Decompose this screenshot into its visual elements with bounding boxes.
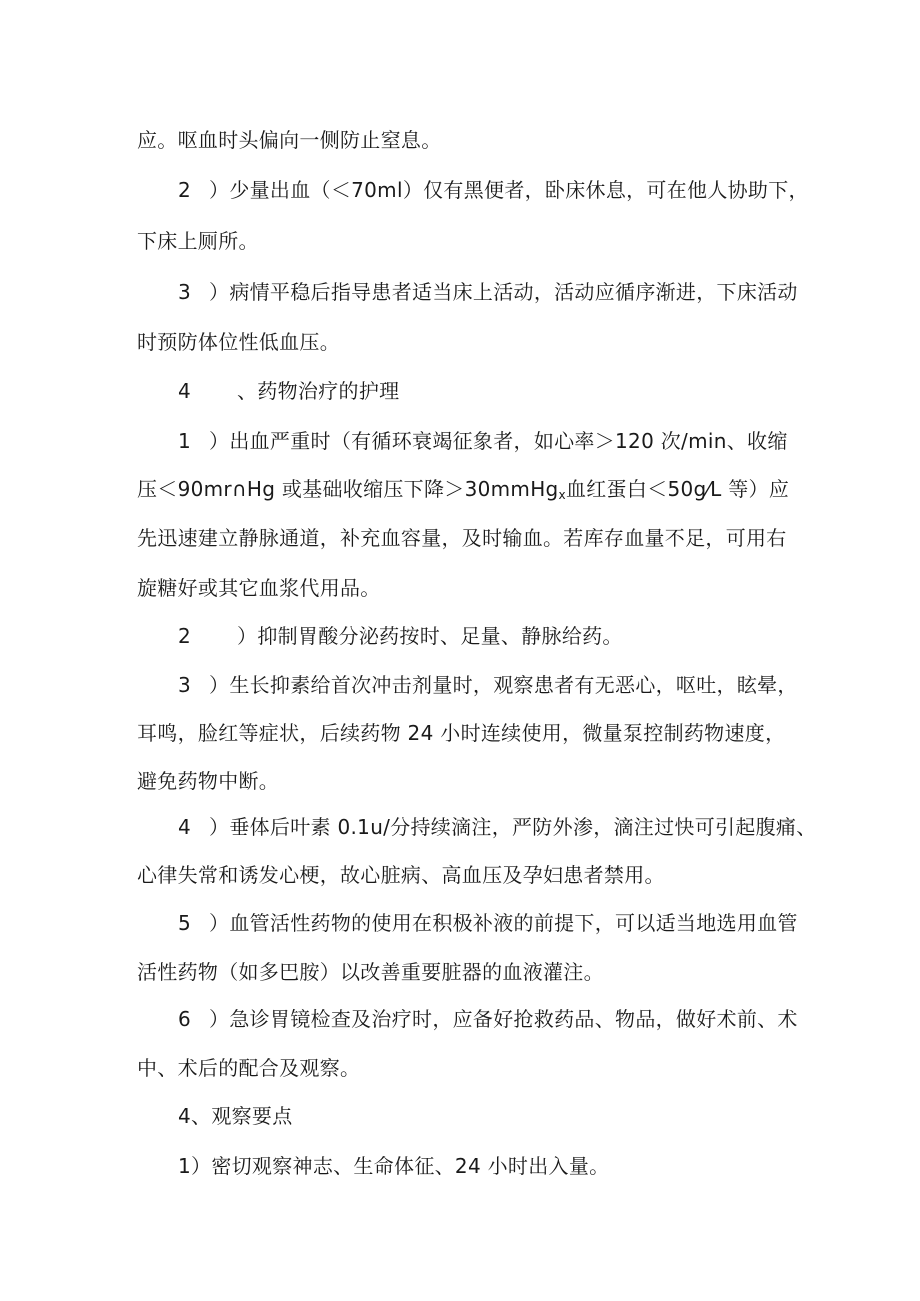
list-item	[178, 280, 798, 304]
line-text: 避免药物中断。	[137, 769, 280, 793]
item-number: 4	[178, 815, 192, 839]
item-number: 2	[178, 178, 192, 202]
line-text: 4、观察要点	[178, 1104, 293, 1128]
text-line	[137, 128, 442, 152]
line-text: ）少量出血（＜70ml）仅有黑便者，卧床休息，可在他人协助下，	[209, 178, 809, 202]
line-text: ）垂体后叶素 0.1u/分持续滴注，严防外渗，滴注过快可引起腹痛、	[209, 815, 817, 839]
line-text: ）出血严重时（有循环衰竭征象者，如心率＞120 次/min、收缩	[209, 429, 788, 453]
item-number: 3	[178, 280, 192, 304]
line-text: 先迅速建立静脉通道，补充血容量，及时输血。若库存血量不足，可用右	[137, 526, 787, 550]
text-line	[137, 526, 787, 550]
line-text: 时预防体位性低血压。	[137, 330, 340, 354]
line-text: 血红蛋白＜50g⁄L 等）应	[565, 477, 790, 501]
section-heading	[178, 1104, 293, 1128]
item-number: 5	[178, 911, 192, 935]
item-number: 4	[178, 379, 192, 403]
list-item	[178, 624, 623, 648]
list-item	[178, 178, 809, 202]
list-item	[178, 673, 798, 697]
text-line	[137, 960, 604, 984]
text-line	[137, 330, 340, 354]
line-text: 应。呕血时头偏向一侧防止窒息。	[137, 128, 442, 152]
line-text: ）血管活性药物的使用在积极补液的前提下，可以适当地选用血管	[209, 911, 798, 935]
line-text: 1）密切观察神志、生命体征、24 小时出入量。	[178, 1154, 610, 1178]
line-text: 耳鸣，脸红等症状，后续药物 24 小时连续使用，微量泵控制药物速度，	[137, 721, 786, 745]
item-number: 1	[178, 429, 192, 453]
text-line	[137, 229, 259, 253]
list-item	[178, 815, 817, 839]
list-item	[178, 1154, 609, 1178]
line-text: 压＜90mr∩Hg 或基础收缩压下降＞30mmHg	[137, 477, 559, 501]
item-number: 3	[178, 673, 192, 697]
subscript-mark: x	[558, 488, 566, 502]
list-item	[178, 1007, 798, 1031]
text-line	[137, 1056, 360, 1080]
line-text: ）病情平稳后指导患者适当床上活动，活动应循序渐进，下床活动	[209, 280, 798, 304]
list-item	[178, 911, 798, 935]
text-line	[137, 721, 785, 745]
line-text: ）抑制胃酸分泌药按时、足量、静脉给药。	[237, 624, 623, 648]
line-text: 、药物治疗的护理	[237, 379, 400, 403]
line-text: ）生长抑素给首次冲击剂量时，观察患者有无恶心，呕吐，眩晕，	[209, 673, 798, 697]
item-number: 2	[178, 624, 192, 648]
section-heading	[178, 379, 399, 403]
text-line	[137, 769, 279, 793]
text-line	[137, 477, 789, 507]
line-text: 中、术后的配合及观察。	[137, 1056, 361, 1080]
list-item	[178, 429, 788, 453]
line-text: 旋糖好或其它血浆代用品。	[137, 576, 381, 600]
line-text: 活性药物（如多巴胺）以改善重要脏器的血液灌注。	[137, 960, 604, 984]
item-number: 6	[178, 1007, 192, 1031]
text-line	[137, 863, 665, 887]
line-text: 心律失常和诱发心梗，故心脏病、高血压及孕妇患者禁用。	[137, 863, 665, 887]
line-text: 下床上厕所。	[137, 229, 259, 253]
line-text: ）急诊胃镜检查及治疗时，应备好抢救药品、物品，做好术前、术	[209, 1007, 798, 1031]
text-line	[137, 576, 381, 600]
